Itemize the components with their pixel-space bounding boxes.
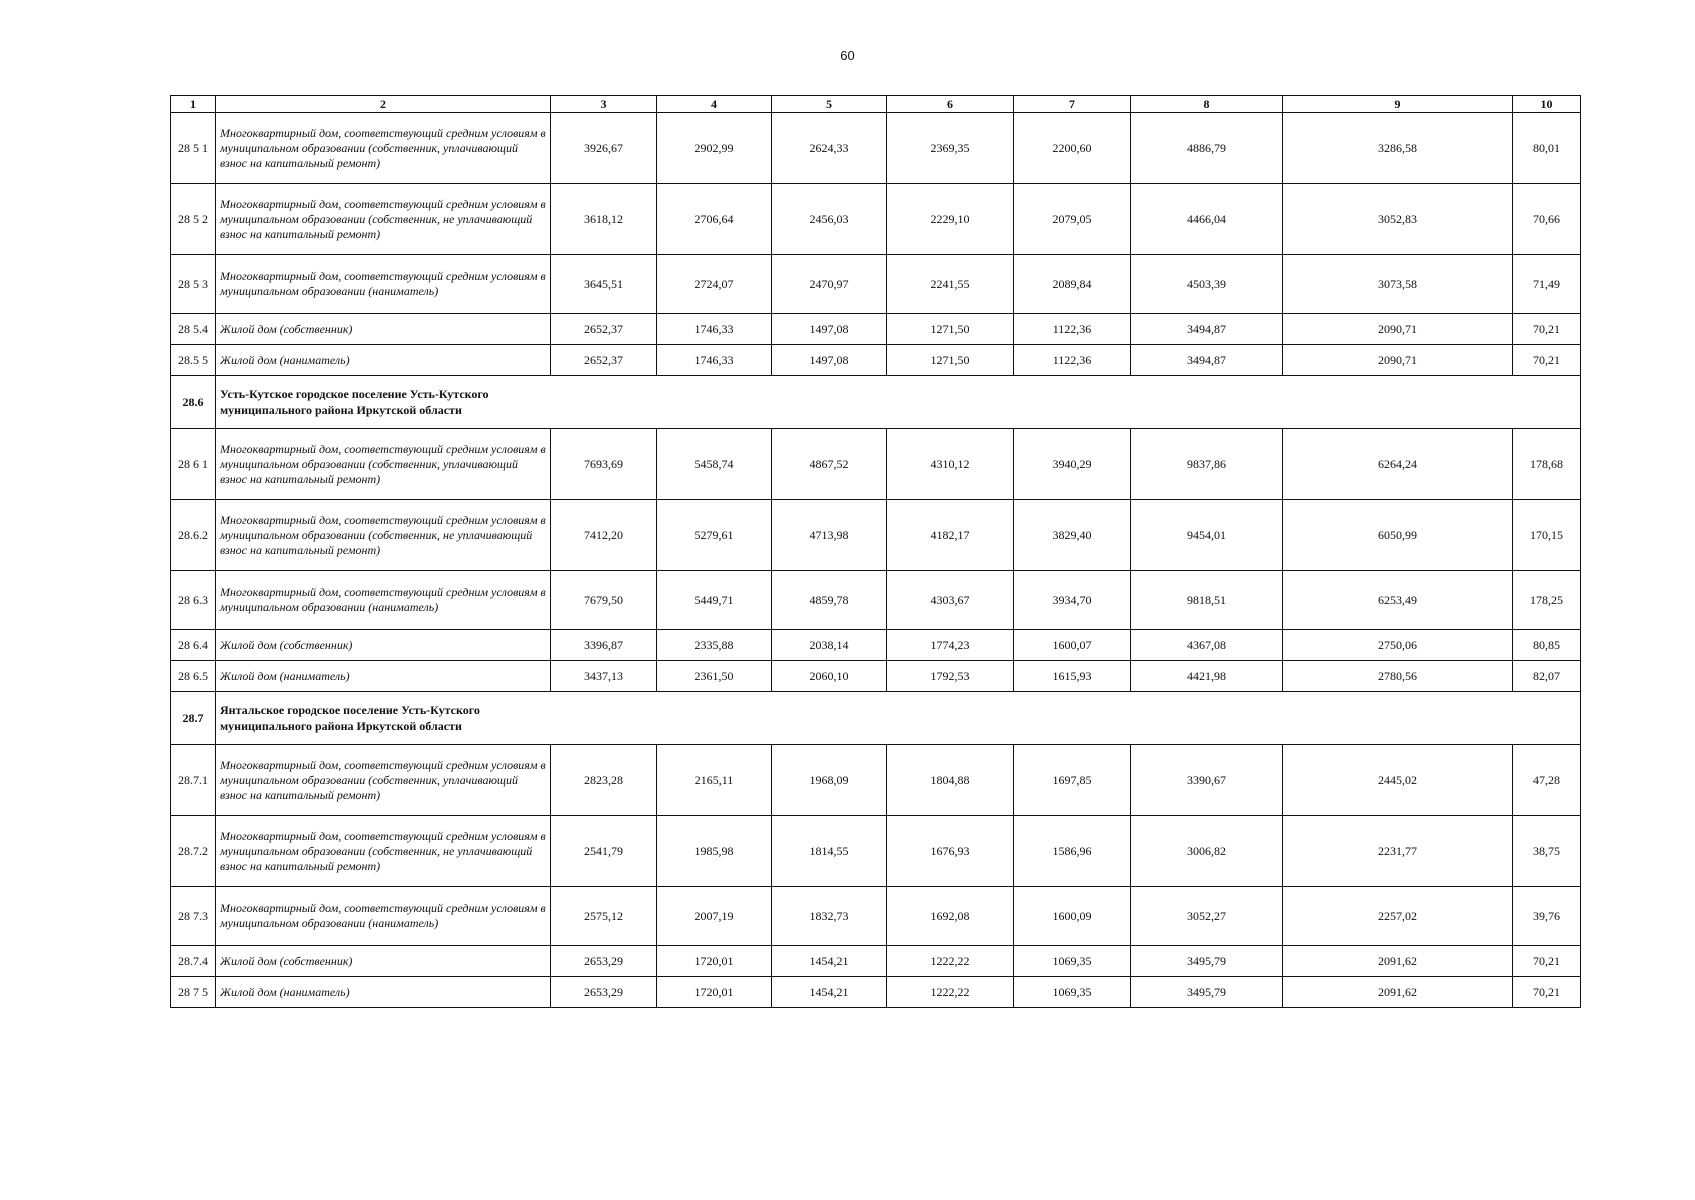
row-code: 28 6.5: [171, 661, 216, 692]
value-cell: 2060,10: [772, 661, 887, 692]
value-cell: 4867,52: [772, 429, 887, 500]
value-cell: 1069,35: [1014, 946, 1131, 977]
header-cell: 9: [1283, 96, 1513, 113]
value-cell: 2823,28: [551, 745, 657, 816]
value-cell: 1271,50: [887, 314, 1014, 345]
value-cell: 4503,39: [1131, 255, 1283, 314]
table-row: [171, 661, 1581, 692]
table-header-row: [171, 96, 1581, 113]
value-cell: 2470,97: [772, 255, 887, 314]
value-cell: 2541,79: [551, 816, 657, 887]
value-cell: 1454,21: [772, 977, 887, 1008]
table-row: [171, 946, 1581, 977]
value-cell: 1222,22: [887, 946, 1014, 977]
value-cell: 1697,85: [1014, 745, 1131, 816]
value-cell: 3926,67: [551, 113, 657, 184]
value-cell: 9454,01: [1131, 500, 1283, 571]
value-cell: 4310,12: [887, 429, 1014, 500]
value-cell: 2335,88: [657, 630, 772, 661]
table-row: [171, 429, 1581, 500]
row-description: Жилой дом (собственник): [216, 946, 551, 977]
value-cell: 3006,82: [1131, 816, 1283, 887]
row-description: Жилой дом (собственник): [216, 630, 551, 661]
value-cell: 1720,01: [657, 946, 772, 977]
value-cell: 1600,07: [1014, 630, 1131, 661]
row-code: 28.6.2: [171, 500, 216, 571]
table-row: [171, 571, 1581, 630]
value-cell: 3396,87: [551, 630, 657, 661]
value-cell: 2091,62: [1283, 946, 1513, 977]
row-description: Жилой дом (наниматель): [216, 661, 551, 692]
value-cell: 1615,93: [1014, 661, 1131, 692]
value-cell: 1720,01: [657, 977, 772, 1008]
row-description: Жилой дом (собственник): [216, 314, 551, 345]
value-cell: 3073,58: [1283, 255, 1513, 314]
value-cell: 1832,73: [772, 887, 887, 946]
value-cell: 3437,13: [551, 661, 657, 692]
value-cell: 1122,36: [1014, 345, 1131, 376]
value-cell: 1692,08: [887, 887, 1014, 946]
value-cell: 70,21: [1513, 946, 1581, 977]
table-row: [171, 630, 1581, 661]
value-cell: 70,66: [1513, 184, 1581, 255]
header-cell: 8: [1131, 96, 1283, 113]
value-cell: 1774,23: [887, 630, 1014, 661]
row-code: 28.7.2: [171, 816, 216, 887]
section-title: [216, 692, 1581, 745]
table-row: [171, 184, 1581, 255]
value-cell: 2038,14: [772, 630, 887, 661]
value-cell: 47,28: [1513, 745, 1581, 816]
table-row: [171, 977, 1581, 1008]
value-cell: 1122,36: [1014, 314, 1131, 345]
tariff-table: [170, 95, 1581, 1008]
value-cell: 2653,29: [551, 946, 657, 977]
row-description: Многоквартирный дом, соответствующий средним условиям в муниципальном образовании (собственник, не уплачивающий взнос на капитальный ремонт): [216, 184, 551, 255]
row-code: 28 5 3: [171, 255, 216, 314]
value-cell: 1968,09: [772, 745, 887, 816]
header-cell: 6: [887, 96, 1014, 113]
value-cell: 1746,33: [657, 314, 772, 345]
value-cell: 80,85: [1513, 630, 1581, 661]
row-code: 28 6 1: [171, 429, 216, 500]
value-cell: 2652,37: [551, 314, 657, 345]
section-row: [171, 376, 1581, 429]
value-cell: 5279,61: [657, 500, 772, 571]
value-cell: 1497,08: [772, 314, 887, 345]
value-cell: 2361,50: [657, 661, 772, 692]
value-cell: 3494,87: [1131, 314, 1283, 345]
row-description: Многоквартирный дом, соответствующий средним условиям в муниципальном образовании (собственник, уплачивающий взнос на капитальный ремонт): [216, 745, 551, 816]
value-cell: 4886,79: [1131, 113, 1283, 184]
value-cell: 70,21: [1513, 977, 1581, 1008]
value-cell: 4421,98: [1131, 661, 1283, 692]
section-code: 28.6: [171, 376, 216, 429]
value-cell: 1497,08: [772, 345, 887, 376]
value-cell: 2780,56: [1283, 661, 1513, 692]
section-row: [171, 692, 1581, 745]
value-cell: 2653,29: [551, 977, 657, 1008]
value-cell: 2090,71: [1283, 314, 1513, 345]
value-cell: 82,07: [1513, 661, 1581, 692]
value-cell: 4303,67: [887, 571, 1014, 630]
value-cell: 2369,35: [887, 113, 1014, 184]
value-cell: 1069,35: [1014, 977, 1131, 1008]
row-code: 28 6.3: [171, 571, 216, 630]
value-cell: 3390,67: [1131, 745, 1283, 816]
value-cell: 4466,04: [1131, 184, 1283, 255]
value-cell: 3829,40: [1014, 500, 1131, 571]
value-cell: 7412,20: [551, 500, 657, 571]
row-description: Жилой дом (наниматель): [216, 345, 551, 376]
row-code: 28 7.3: [171, 887, 216, 946]
value-cell: 170,15: [1513, 500, 1581, 571]
value-cell: 1792,53: [887, 661, 1014, 692]
value-cell: 1600,09: [1014, 887, 1131, 946]
value-cell: 2165,11: [657, 745, 772, 816]
row-description: Многоквартирный дом, соответствующий средним условиям в муниципальном образовании (наниматель): [216, 571, 551, 630]
value-cell: 71,49: [1513, 255, 1581, 314]
value-cell: 3940,29: [1014, 429, 1131, 500]
header-cell: 2: [216, 96, 551, 113]
table-row: [171, 816, 1581, 887]
value-cell: 3052,83: [1283, 184, 1513, 255]
value-cell: 3618,12: [551, 184, 657, 255]
value-cell: 4182,17: [887, 500, 1014, 571]
value-cell: 2091,62: [1283, 977, 1513, 1008]
header-cell: 10: [1513, 96, 1581, 113]
table-row: [171, 500, 1581, 571]
table-row: [171, 113, 1581, 184]
value-cell: 4713,98: [772, 500, 887, 571]
value-cell: 2007,19: [657, 887, 772, 946]
value-cell: 1814,55: [772, 816, 887, 887]
row-description: Многоквартирный дом, соответствующий средним условиям в муниципальном образовании (собственник, не уплачивающий взнос на капитальный ремонт): [216, 816, 551, 887]
header-cell: 3: [551, 96, 657, 113]
value-cell: 2200,60: [1014, 113, 1131, 184]
value-cell: 4367,08: [1131, 630, 1283, 661]
table-row: [171, 887, 1581, 946]
value-cell: 1222,22: [887, 977, 1014, 1008]
value-cell: 2445,02: [1283, 745, 1513, 816]
value-cell: 3494,87: [1131, 345, 1283, 376]
value-cell: 2089,84: [1014, 255, 1131, 314]
value-cell: 2456,03: [772, 184, 887, 255]
value-cell: 3286,58: [1283, 113, 1513, 184]
value-cell: 178,68: [1513, 429, 1581, 500]
section-title-text: Усть-Кутское городское поселение Усть-Кутского муниципального района Иркутской области: [220, 387, 489, 417]
value-cell: 1454,21: [772, 946, 887, 977]
value-cell: 2231,77: [1283, 816, 1513, 887]
value-cell: 1676,93: [887, 816, 1014, 887]
header-cell: 7: [1014, 96, 1131, 113]
row-description: Многоквартирный дом, соответствующий средним условиям в муниципальном образовании (собственник, уплачивающий взнос на капитальный ремонт): [216, 113, 551, 184]
row-description: Многоквартирный дом, соответствующий средним условиям в муниципальном образовании (наниматель): [216, 255, 551, 314]
value-cell: 5458,74: [657, 429, 772, 500]
section-title-text: Янтальское городское поселение Усть-Кутского муниципального района Иркутской области: [220, 703, 480, 733]
value-cell: 7693,69: [551, 429, 657, 500]
value-cell: 3495,79: [1131, 946, 1283, 977]
row-description: Многоквартирный дом, соответствующий средним условиям в муниципальном образовании (наниматель): [216, 887, 551, 946]
value-cell: 2241,55: [887, 255, 1014, 314]
row-code: 28.5 5: [171, 345, 216, 376]
value-cell: 1985,98: [657, 816, 772, 887]
value-cell: 2902,99: [657, 113, 772, 184]
value-cell: 2624,33: [772, 113, 887, 184]
value-cell: 2652,37: [551, 345, 657, 376]
value-cell: 2724,07: [657, 255, 772, 314]
row-description: Многоквартирный дом, соответствующий средним условиям в муниципальном образовании (собственник, уплачивающий взнос на капитальный ремонт): [216, 429, 551, 500]
header-cell: 5: [772, 96, 887, 113]
value-cell: 2575,12: [551, 887, 657, 946]
value-cell: 1271,50: [887, 345, 1014, 376]
value-cell: 7679,50: [551, 571, 657, 630]
row-description: Жилой дом (наниматель): [216, 977, 551, 1008]
table-row: [171, 345, 1581, 376]
row-code: 28 7 5: [171, 977, 216, 1008]
value-cell: 1586,96: [1014, 816, 1131, 887]
value-cell: 39,76: [1513, 887, 1581, 946]
value-cell: 3645,51: [551, 255, 657, 314]
value-cell: 2229,10: [887, 184, 1014, 255]
value-cell: 9837,86: [1131, 429, 1283, 500]
row-code: 28.7.1: [171, 745, 216, 816]
value-cell: 9818,51: [1131, 571, 1283, 630]
value-cell: 70,21: [1513, 314, 1581, 345]
table-row: [171, 745, 1581, 816]
header-cell: 4: [657, 96, 772, 113]
value-cell: 6050,99: [1283, 500, 1513, 571]
value-cell: 1746,33: [657, 345, 772, 376]
page-number: 60: [840, 48, 855, 63]
row-description: Многоквартирный дом, соответствующий средним условиям в муниципальном образовании (собственник, не уплачивающий взнос на капитальный ремонт): [216, 500, 551, 571]
value-cell: 38,75: [1513, 816, 1581, 887]
header-cell: 1: [171, 96, 216, 113]
value-cell: 3495,79: [1131, 977, 1283, 1008]
value-cell: 2090,71: [1283, 345, 1513, 376]
row-code: 28 6.4: [171, 630, 216, 661]
value-cell: 3934,70: [1014, 571, 1131, 630]
value-cell: 178,25: [1513, 571, 1581, 630]
value-cell: 2079,05: [1014, 184, 1131, 255]
value-cell: 2706,64: [657, 184, 772, 255]
value-cell: 2750,06: [1283, 630, 1513, 661]
section-code: 28.7: [171, 692, 216, 745]
row-code: 28 5.4: [171, 314, 216, 345]
table-row: [171, 255, 1581, 314]
table-row: [171, 314, 1581, 345]
row-code: 28 5 1: [171, 113, 216, 184]
row-code: 28.7.4: [171, 946, 216, 977]
value-cell: 1804,88: [887, 745, 1014, 816]
value-cell: 6253,49: [1283, 571, 1513, 630]
value-cell: 3052,27: [1131, 887, 1283, 946]
row-code: 28 5 2: [171, 184, 216, 255]
section-title: [216, 376, 1581, 429]
value-cell: 80,01: [1513, 113, 1581, 184]
value-cell: 4859,78: [772, 571, 887, 630]
value-cell: 70,21: [1513, 345, 1581, 376]
value-cell: 2257,02: [1283, 887, 1513, 946]
value-cell: 5449,71: [657, 571, 772, 630]
value-cell: 6264,24: [1283, 429, 1513, 500]
